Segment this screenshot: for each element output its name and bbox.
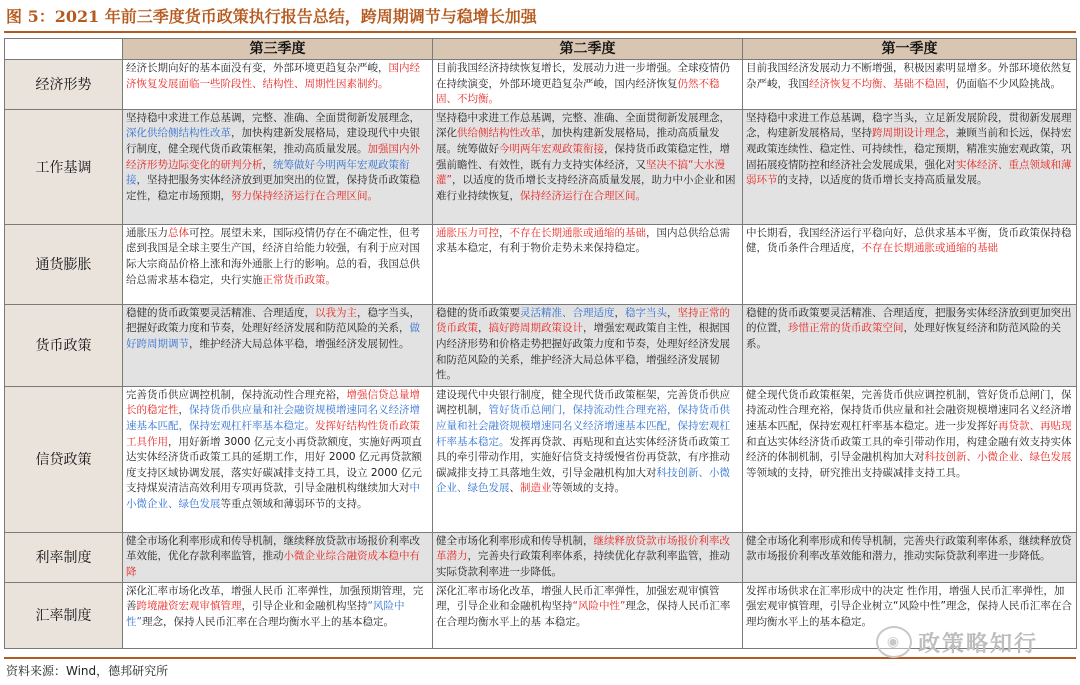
cell-text: ，仍面临不少风险挑战。	[945, 77, 1061, 90]
cell-text: 坚持稳中求进工作总基调，完整、准确、全面贯彻新发展理念，	[126, 111, 420, 124]
category-label: 信贷政策	[5, 386, 123, 532]
cell-text: ，完善央行政策利率体系，持续优化存款利率监管，推动实际贷款利率进一步降低。	[436, 550, 730, 578]
cell-q3	[123, 386, 433, 532]
highlight-blue-text: 科技创新、小微企业、绿色发展	[436, 466, 730, 495]
header-q1: 第一季度	[743, 39, 1077, 60]
highlight-red-text: 制造业	[520, 482, 552, 495]
cell-text: 健全市场化利率形成和传导机制，完善央行政策利率体系，继续释放贷款市场报价利率改革效能和潜力，推动实际贷款利率进一步降低。	[746, 534, 1072, 563]
cell-q1	[743, 109, 1077, 224]
header-corner	[5, 39, 123, 60]
cell-text: 理念，保持人民币汇率在合理均衡水平上的基本稳定。	[141, 615, 394, 628]
cell-text: ，增强宏观政策自主性，根据国内经济形势和价格走势把握好政策力度和节奏，处理好经济发展和防范风险的关系，维护经济大局总体平稳，增强经济发展韧性。	[436, 322, 730, 382]
highlight-red-text: 科技创新、小微企业、绿色发展	[924, 451, 1072, 464]
cell-text: 通胀压力	[126, 226, 168, 239]
wechat-icon: ◉	[876, 626, 912, 658]
cell-text: 深化汇率市场化改革，增强人民币 汇率弹性，加强预期管理，完善	[126, 584, 424, 613]
highlight-blue-text: 保持货币供应量和社会融资规模增速同名义经济增速基本匹配，保持宏观杠杆率基本稳定。	[126, 404, 420, 432]
cell-text: 坚持稳中求进工作总基调，完整、准确、全面贯彻新发展理念，深化	[436, 111, 730, 140]
cell-text: 可控。展望未来，国际疫情仍存在不确定性，但考虑到我国是全球主要生产国，经济自给能力较强，有利于应对国际大宗商品价格上涨和海外通胀上行的影响。总的看，我国总供给总需求基本稳定，央行实施	[126, 226, 420, 286]
cell-q1	[743, 532, 1077, 582]
highlight-red-text: 正常货币政策。	[262, 273, 336, 286]
cell-text: ，以适度的货币增长支持经济高质量发展，助力中小企业和困难行业持续恢复，	[436, 174, 736, 202]
cell-q3	[123, 109, 433, 224]
row-inflation	[5, 224, 1077, 304]
cell-q2	[433, 224, 743, 304]
header-row	[5, 39, 1077, 60]
highlight-red-text: 努力保持经济运行在合理区间。	[231, 189, 378, 202]
cell-text: 稳健的货币政策要	[436, 306, 520, 319]
policy-summary-table	[4, 38, 1077, 649]
highlight-blue-text: 稳字当头	[625, 306, 667, 319]
cell-text: ，引导企业和金融机构坚持	[241, 600, 368, 613]
highlight-red-text: 跨境融资宏观审慎管理	[136, 600, 242, 613]
highlight-red-text: 实体经济、重点领域和薄弱环节	[746, 158, 1072, 187]
cell-text: ，处理好恢复经济和防范风险的关系。	[746, 322, 1061, 350]
cell-text: 完善货币供应调控机制，保持流动性合理充裕，	[126, 388, 347, 401]
highlight-red-text: 发挥好结构性货币政策工具作用	[126, 419, 420, 448]
cell-text: 经济长期向好的基本面没有变，外部环境更趋复杂严峻，	[126, 62, 389, 74]
cell-text: 等重点领域和薄弱环节的支持。	[220, 497, 368, 510]
cell-text: ，国内总供给总需求基本稳定，有利于物价走势未来保持稳定。	[436, 226, 730, 255]
figure-title: 图 5：2021 年前三季度货币政策执行报告总结，跨周期调节与稳增长加强	[6, 7, 537, 26]
highlight-red-text: 不存在长期通胀或通缩的基础	[861, 242, 998, 255]
cell-text: 等领域的支持。	[551, 482, 625, 495]
cell-text: 坚持稳中求进工作总基调，稳字当头，立足新发展阶段，贯彻新发展理念，构建新发展格局，坚持	[746, 111, 1072, 140]
highlight-blue-text: “风险中性”	[126, 600, 405, 628]
category-label: 利率制度	[5, 532, 123, 582]
category-label: 通货膨胀	[5, 224, 123, 304]
cell-text: ，加快构建新发展格局，推动高质量发展。统筹做好	[436, 127, 720, 155]
row-interest-rate	[5, 532, 1077, 582]
cell-q3	[123, 60, 433, 110]
row-economic-situation	[5, 60, 1077, 110]
category-label: 经济形势	[5, 60, 123, 110]
cell-q3	[123, 582, 433, 648]
highlight-red-text: 加强国内外经济形势边际变化的研判分析	[126, 142, 420, 171]
row-work-tone	[5, 109, 1077, 224]
cell-text: ，用好新增 3000 亿元支小再贷款额度，实施好两项直达实体经济货币政策工具的延期工作，用好 2000 亿元再贷款额度支持区域协调发展，落实好碳减排支持工具，设立 2000 亿元支持煤炭清洁高效利用专项再贷款，引导金融机构继续加大对	[126, 435, 422, 495]
cell-text: 健全市场化利率形成和传导机制，	[436, 534, 594, 547]
header-q2: 第二季度	[433, 39, 743, 60]
watermark-text: 政策略知行	[918, 631, 1039, 657]
highlight-red-text: 保持经济运行在合理区间。	[520, 189, 646, 202]
highlight-red-text: “风险中性”	[572, 600, 626, 613]
cell-text: 深化汇率市场化改革，增强人民币汇率弹性，加强宏观审慎管理，引导企业和金融机构坚持	[436, 584, 720, 613]
cell-text: ，	[667, 306, 678, 319]
cell-text: ，坚持把服务实体经济放到更加突出的位置，保持货币政策稳定性，稳定市场预期，	[126, 174, 420, 202]
highlight-red-text: 再贷款、再贴现	[998, 419, 1072, 432]
highlight-red-text: 坚决不搞“大水漫灌”	[436, 158, 725, 187]
header-q3: 第三季度	[123, 39, 433, 60]
row-credit-policy	[5, 386, 1077, 532]
cell-q1	[743, 386, 1077, 532]
highlight-red-text: 仍然不稳固、不均衡。	[436, 77, 720, 106]
category-label: 货币政策	[5, 304, 123, 386]
highlight-red-text: 通胀压力可控	[436, 226, 499, 239]
cell-text: ，	[178, 404, 189, 417]
cell-text: 健全市场化利率形成和传导机制，继续释放贷款市场报价利率改革效能，优化存款利率监管，推动	[126, 534, 420, 563]
row-monetary-policy	[5, 304, 1077, 386]
cell-q1	[743, 60, 1077, 110]
cell-q2	[433, 386, 743, 532]
cell-text: 发挥市场供求在汇率形成中的决定 性作用，增强人民币汇率弹性，加 强宏观审慎管理，引导企业树立“风险中性”理念，保持人民币汇率在合理均衡水平上的基本稳定。	[746, 584, 1072, 628]
cell-q2	[433, 60, 743, 110]
watermark	[876, 622, 1038, 662]
cell-text: 和直达实体经济货币政策工具的牵引带动作用，构建金融有效支持实体经济的体制机制，引导金融机构加大对	[746, 435, 1072, 464]
source-note: 资料来源：Wind，德邦研究所	[6, 664, 169, 678]
highlight-blue-text: 深化供给侧结构性改革	[126, 127, 231, 140]
cell-text: 目前我国经济持续恢复增长，发展动力进一步增强。全球疫情仍在持续演变，外部环境更趋复杂严峻，国内经济恢复	[436, 62, 730, 90]
cell-q3	[123, 532, 433, 582]
highlight-red-text: 跨周期设计理念	[872, 127, 946, 140]
highlight-red-text: 珍惜正常的货币政策空间	[788, 322, 904, 335]
cell-text: 稳健的货币政策要灵活精准、合理适度，把服务实体经济放到更加突出的位置，	[746, 306, 1072, 335]
cell-q2	[433, 532, 743, 582]
highlight-red-text: 国内经济恢复发展面临一些阶段性、结构性、周期性因素制约。	[126, 62, 420, 90]
highlight-red-text: 总体	[168, 226, 189, 239]
highlight-blue-text: 统筹做好今明两年宏观政策衔接	[126, 158, 410, 187]
cell-text: ，维护经济大局总体平稳，增强经济发展韧性。	[189, 337, 410, 350]
category-label: 汇率制度	[5, 582, 123, 648]
highlight-red-text: 增强信贷总量增长的稳定性	[126, 388, 420, 417]
cell-q1	[743, 224, 1077, 304]
cell-text: 等领域的支持，研究推出支持碳减排支持工具。	[746, 466, 967, 479]
cell-text: ，	[499, 226, 510, 239]
cell-text: 、	[509, 482, 520, 495]
category-label: 工作基调	[5, 109, 123, 224]
highlight-red-text: 小微企业综合融资成本稳中有降	[126, 550, 420, 578]
cell-text: ，	[262, 158, 273, 171]
highlight-red-text: 不存在长期通胀或通缩的基础	[509, 226, 646, 239]
cell-q2	[433, 582, 743, 648]
cell-q2	[433, 304, 743, 386]
highlight-red-text: 坚持正常的货币政策	[436, 306, 730, 335]
highlight-red-text: 今明两年宏观政策衔接	[499, 142, 604, 155]
cell-q3	[123, 224, 433, 304]
highlight-blue-text: 做好跨周期调节	[126, 322, 420, 350]
highlight-red-text: 搞好跨周期政策设计	[488, 322, 583, 335]
cell-text: 理念，保持人民币汇率在合理均衡水平上的基 本稳定。	[436, 600, 731, 628]
highlight-blue-text: 灵活精准、合理适度	[520, 306, 615, 319]
highlight-red-text: 供给侧结构性改革	[457, 127, 541, 140]
cell-text: 建设现代中央银行制度，健全现代货币政策框架，完善货币供应调控机制，	[436, 388, 730, 417]
cell-q3	[123, 304, 433, 386]
cell-text: ，保持货币政策稳定性，增强前瞻性、有效性，既有力支持实体经济，又	[436, 142, 730, 171]
cell-text: 稳健的货币政策要灵活精准、合理适度，	[126, 306, 315, 319]
cell-q1	[743, 304, 1077, 386]
cell-q2	[433, 109, 743, 224]
cell-text: ，兼顾当前和长远，保持宏观政策连续性、稳定性、可持续性，稳定预期，精准实施宏观政策，巩固拓展疫情防控和经济社会发展成果，强化对	[746, 127, 1072, 171]
cell-text: ，稳字当头，把握好政策力度和节奏，处理好经济发展和防范风险的关系，	[126, 306, 420, 335]
cell-text: ，	[478, 322, 489, 335]
highlight-red-text: 经济恢复不均衡、基础不稳固	[809, 77, 946, 90]
highlight-red-text: 继续释放贷款市场报价利率改革潜力	[436, 534, 730, 563]
title-rule	[4, 31, 1076, 33]
cell-text: 目前我国经济发展动力不断增强，积极因素明显增多。外部环境依然复杂严峻，我国	[746, 62, 1072, 90]
highlight-red-text: 以我为主	[315, 306, 357, 319]
cell-text: 健全现代货币政策框架，完善货币供应调控机制，管好货币总闸门，保持流动性合理充裕，保持货币供应量和社会融资规模增速同名义经济增速基本匹配，保持宏观杠杆率基本稳定。进一步发挥好	[746, 388, 1072, 432]
cell-text: ，	[614, 306, 625, 319]
highlight-blue-text: 中小微企业、绿色发展	[126, 482, 420, 510]
cell-text: 的支持，以适度的货币增长支持高质量发展。	[777, 174, 988, 187]
cell-text: 发挥再贷款、再贴现和直达实体经济货币政策工具的牵引带动作用，实施好信贷支持缓慢省份再贷款，有序推动碳减排支持工具落地生效，引导金融机构加大对	[436, 435, 730, 479]
highlight-blue-text: 管好货币总闸门，保持流动性合理充裕，保持货币供应量和社会融资规模增速同名义经济增速基本匹配，保持宏观杠杆率基本稳定。	[436, 404, 730, 448]
cell-text: 中长期看，我国经济运行平稳向好，总供求基本平衡，货币政策保持稳健，货币条件合理适度，	[746, 226, 1072, 255]
cell-text: ，加快构建新发展格局，建设现代中央银行制度，健全现代货币政策框架，推动高质量发展。	[126, 127, 420, 155]
